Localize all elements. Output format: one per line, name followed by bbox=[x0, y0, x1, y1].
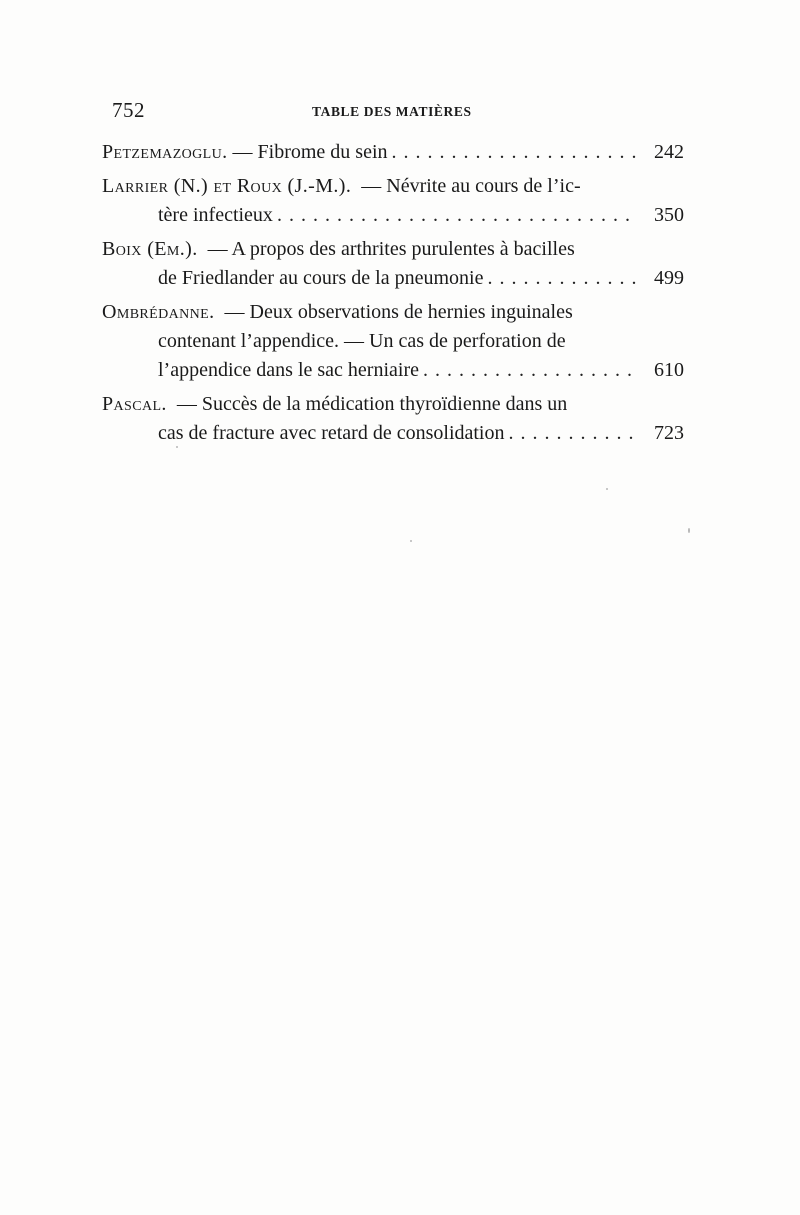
dot-leader bbox=[277, 201, 636, 230]
entry-title-continuation: cas de fracture avec retard de consolidation bbox=[158, 422, 505, 444]
entry-author: Boix (Em.). bbox=[102, 238, 198, 260]
entry-page-number: 610 bbox=[654, 359, 684, 381]
entry-title: — A propos des arthrites purulentes à bacilles bbox=[207, 238, 575, 260]
running-title: TABLE DES MATIÈRES bbox=[312, 104, 472, 119]
toc-entry bbox=[102, 298, 684, 385]
scan-speck bbox=[606, 488, 608, 490]
dot-leader bbox=[423, 356, 636, 385]
entry-title: — Deux observations de hernies inguinales bbox=[224, 301, 573, 323]
scan-speck bbox=[176, 446, 178, 448]
scan-speck bbox=[410, 540, 412, 542]
entry-page-number: 499 bbox=[654, 267, 684, 289]
entry-author: Larrier (N.) et Roux (J.-M.). bbox=[102, 175, 352, 197]
dot-leader bbox=[508, 419, 636, 448]
entry-title: — Succès de la médication thyroïdienne dans un bbox=[176, 393, 568, 415]
toc-entry bbox=[102, 172, 684, 230]
entry-title: — Névrite au cours de l’ic- bbox=[361, 175, 581, 197]
entry-title-continuation: l’appendice dans le sac herniaire bbox=[158, 359, 419, 381]
table-of-contents bbox=[102, 138, 684, 453]
toc-entry bbox=[102, 235, 684, 293]
entry-page-number: 723 bbox=[654, 422, 684, 444]
toc-entry bbox=[102, 390, 684, 448]
entry-author: Pascal. bbox=[102, 393, 167, 415]
entry-title-continuation: de Friedlander au cours de la pneumonie bbox=[158, 267, 484, 289]
entry-title-continuation: tère infectieux bbox=[158, 204, 273, 226]
entry-title-continuation: contenant l’appendice. — Un cas de perforation de bbox=[158, 330, 566, 352]
entry-author: Petzemazoglu. bbox=[102, 141, 228, 163]
dot-leader bbox=[487, 264, 636, 293]
entry-page-number: 350 bbox=[654, 204, 684, 226]
entry-title: — Fibrome du sein bbox=[232, 141, 388, 163]
dot-leader bbox=[392, 138, 636, 167]
entry-author: Ombrédanne. bbox=[102, 301, 215, 323]
scan-speck bbox=[688, 528, 690, 533]
entry-page-number: 242 bbox=[654, 141, 684, 163]
toc-entry bbox=[102, 138, 684, 167]
page-number: 752 bbox=[112, 98, 145, 122]
page-header bbox=[112, 98, 684, 126]
